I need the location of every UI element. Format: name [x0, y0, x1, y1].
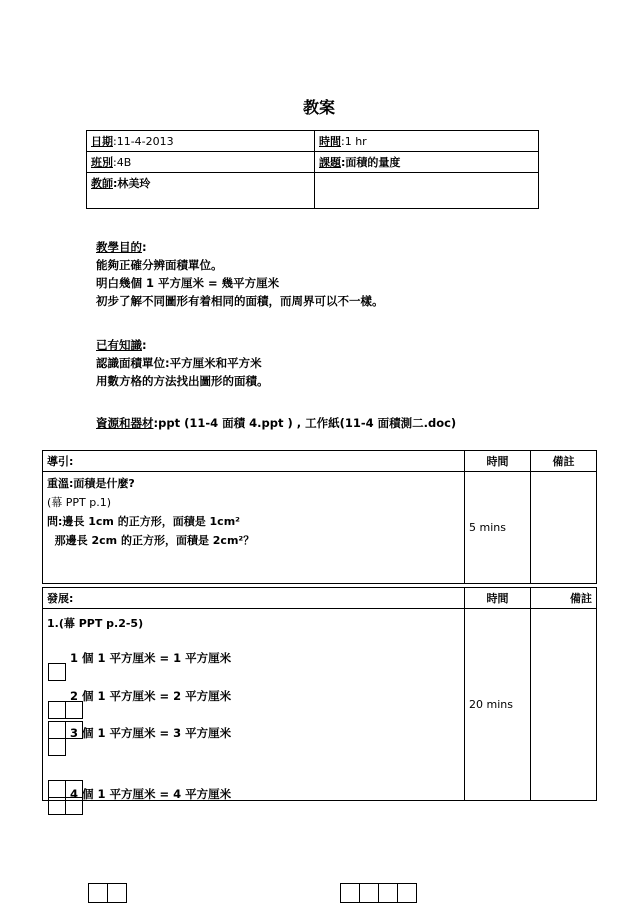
dev-content — [43, 609, 465, 801]
unit-square — [359, 883, 379, 903]
teacher-label: 教師 — [91, 177, 113, 190]
objective-item: 能夠正確分辨面積單位。 — [96, 258, 223, 272]
unit-square — [65, 780, 83, 798]
class-value: :4B — [113, 156, 132, 169]
unit-square — [397, 883, 417, 903]
info-table — [86, 130, 539, 209]
square-row-2: 2 個 1 平方厘米 = 2 平方厘米 — [70, 689, 232, 703]
dev-heading: 發展: — [43, 588, 465, 609]
objective-item: 初步了解不同圖形有着相同的面積，而周界可以不一樣。 — [96, 294, 384, 308]
prior-item: 認識面積單位:平方厘米和平方米 — [96, 356, 262, 370]
empty-cell — [315, 173, 539, 209]
intro-heading: 導引: — [43, 451, 465, 472]
unit-square — [48, 738, 66, 756]
intro-line: 那邊長 2cm 的正方形，面積是 2cm²？ — [47, 534, 255, 547]
topic-value: :面積的量度 — [341, 156, 401, 169]
resources-line — [96, 414, 456, 432]
resources-heading: 資源和器材 — [96, 416, 154, 430]
prior-item: 用數方格的方法找出圖形的面積。 — [96, 374, 269, 388]
time-value: :1 hr — [341, 135, 367, 148]
unit-square — [378, 883, 398, 903]
date-label: 日期 — [91, 135, 113, 148]
class-cell — [87, 152, 315, 173]
unit-square — [48, 780, 66, 798]
resources-text: :ppt (11-4 面積 4.ppt ) , 工作紙(11-4 面積測二.doc) — [153, 416, 457, 430]
unit-square — [48, 701, 66, 719]
unit-square — [65, 721, 83, 739]
intro-line: 問:邊長 1cm 的正方形，面積是 1cm² — [47, 515, 240, 528]
unit-square — [107, 883, 127, 903]
teacher-value: :林美玲 — [113, 177, 151, 190]
document-title: 教案 — [302, 98, 335, 117]
dev-remarks-header: 備註 — [531, 588, 597, 609]
time-cell — [315, 131, 539, 152]
teacher-cell — [87, 173, 315, 209]
intro-content — [43, 472, 465, 584]
date-value: :11-4-2013 — [113, 135, 174, 148]
dev-time-header: 時間 — [465, 588, 531, 609]
dev-time: 20 mins — [465, 609, 531, 801]
prior-heading: 已有知識: — [96, 338, 147, 352]
unit-square — [340, 883, 360, 903]
unit-square — [88, 883, 108, 903]
square-row-1: 1 個 1 平方厘米 = 1 平方厘米 — [70, 651, 232, 665]
intro-line: (幕 PPT p.1) — [47, 496, 112, 509]
intro-time: 5 mins — [465, 472, 531, 584]
objective-item: 明白幾個 1 平方厘米 = 幾平方厘米 — [96, 276, 280, 290]
dev-remarks — [531, 609, 597, 801]
unit-square — [65, 701, 83, 719]
square-row-4: 4 個 1 平方厘米 = 4 平方厘米 — [70, 787, 232, 801]
prior-knowledge-block — [96, 336, 269, 390]
unit-square — [48, 663, 66, 681]
intro-remarks — [531, 472, 597, 584]
intro-table — [42, 450, 597, 584]
intro-line: 重溫:面積是什麼? — [47, 477, 135, 490]
topic-label: 課題 — [319, 156, 341, 169]
objectives-heading: 教學目的: — [96, 240, 147, 254]
unit-square — [65, 797, 83, 815]
class-label: 班別 — [91, 156, 113, 169]
time-label: 時間 — [319, 135, 341, 148]
unit-square — [48, 721, 66, 739]
intro-remarks-header: 備註 — [531, 451, 597, 472]
intro-time-header: 時間 — [465, 451, 531, 472]
date-cell — [87, 131, 315, 152]
topic-cell — [315, 152, 539, 173]
dev-intro-line: 1.(幕 PPT p.2-5) — [47, 617, 144, 630]
unit-square — [48, 797, 66, 815]
square-row-3: 3 個 1 平方厘米 = 3 平方厘米 — [70, 726, 232, 740]
objectives-block — [96, 238, 384, 310]
